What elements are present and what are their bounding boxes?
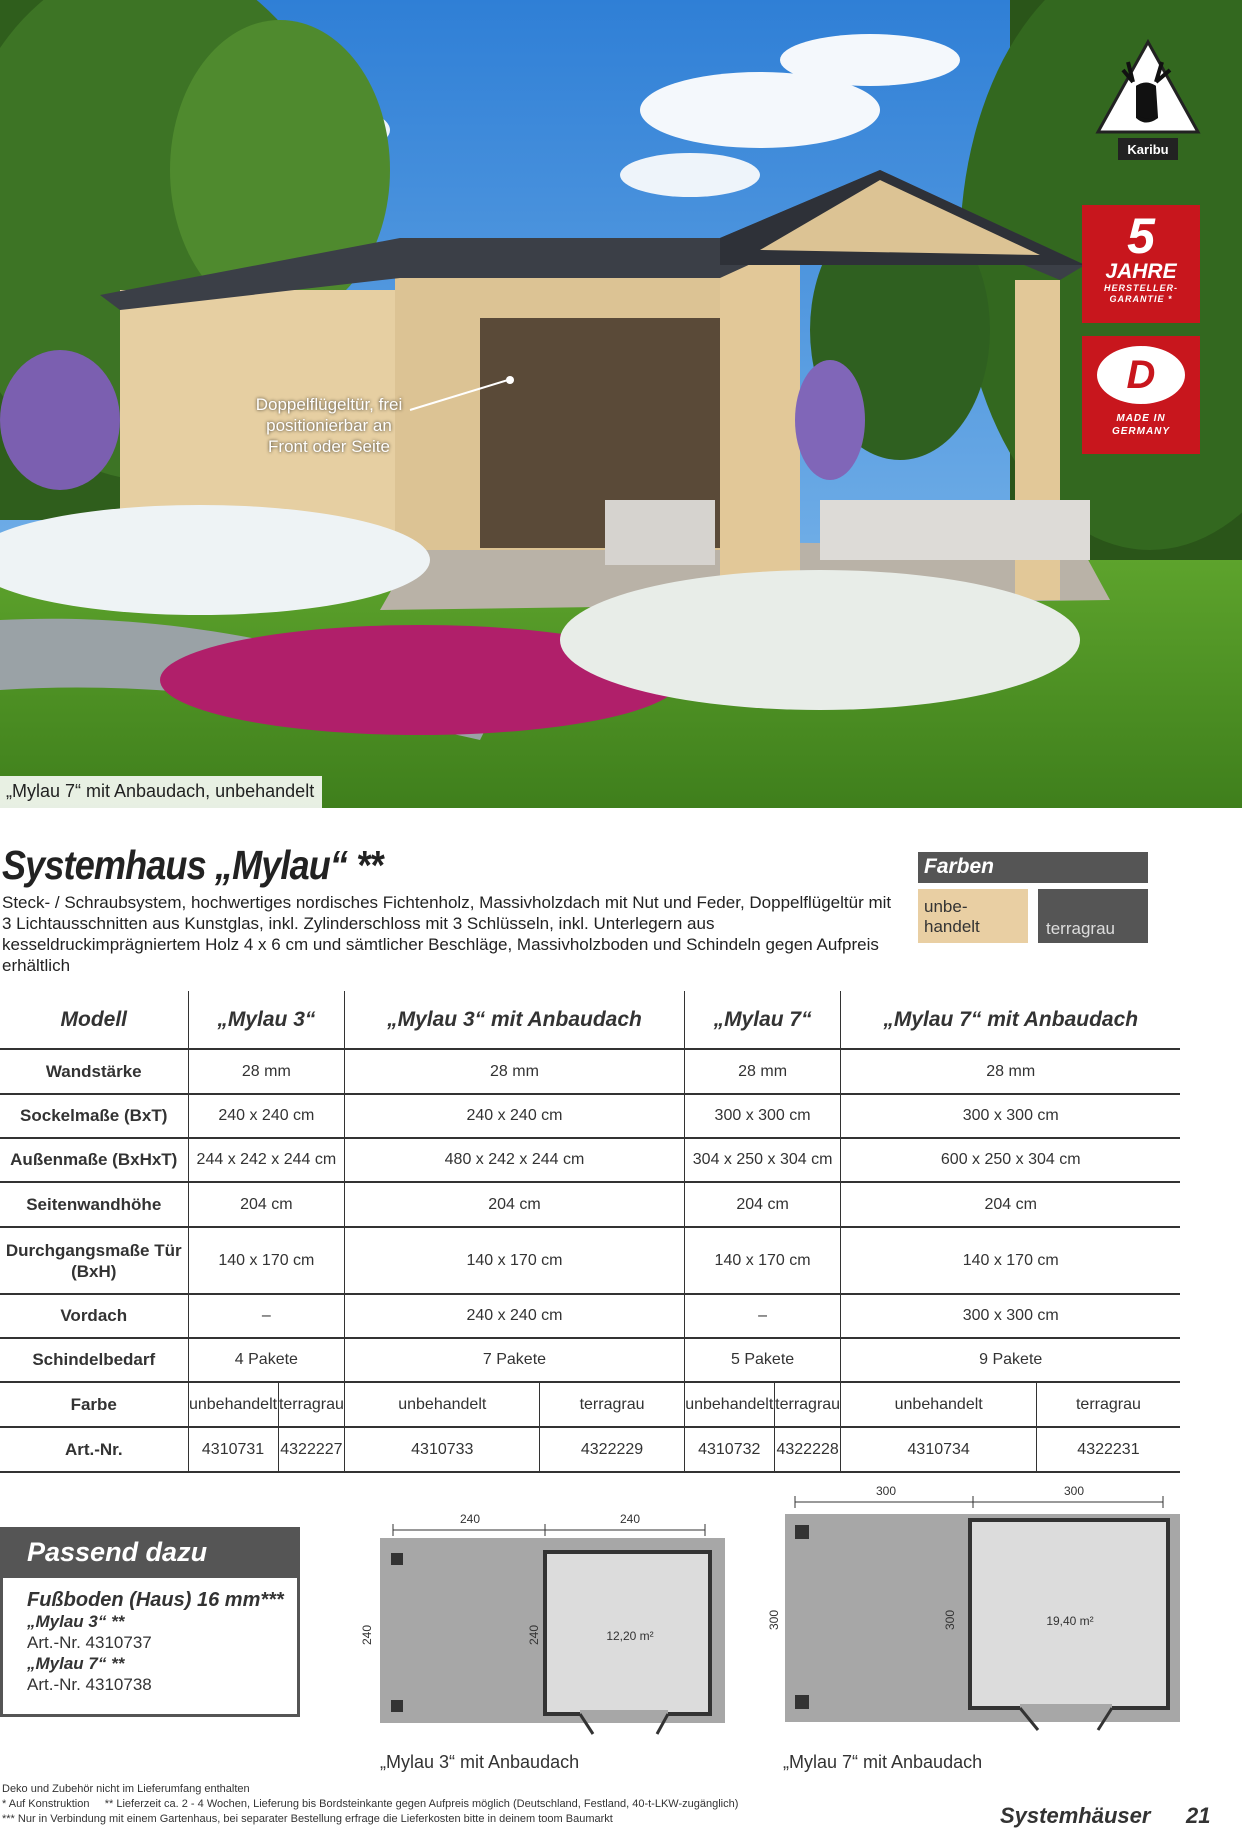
table-header-cell: Modell bbox=[0, 991, 188, 1049]
table-row bbox=[0, 1138, 1180, 1182]
floorplan-mylau3 bbox=[340, 1510, 740, 1750]
colors-heading: Farben bbox=[918, 852, 1148, 883]
table-cell: 240 x 240 cm bbox=[345, 1294, 684, 1338]
table-cell: 300 x 300 cm bbox=[684, 1094, 841, 1138]
dim-inner: 240 bbox=[527, 1624, 541, 1646]
guarantee-word: JAHRE bbox=[1105, 260, 1177, 283]
table-row bbox=[0, 1338, 1180, 1382]
guarantee-badge bbox=[1082, 205, 1200, 323]
row-label: Vordach bbox=[0, 1294, 188, 1338]
table-cell: terragrau bbox=[1036, 1382, 1180, 1427]
table-cell: 28 mm bbox=[345, 1049, 684, 1094]
dim-side: 300 bbox=[767, 1609, 781, 1631]
garden-house-illustration bbox=[0, 0, 1242, 808]
floorplan-mylau7-label: „Mylau 7“ mit Anbaudach bbox=[783, 1752, 983, 1772]
deer-logo-icon bbox=[1098, 42, 1198, 174]
floorplan-mylau7-drawing bbox=[767, 1480, 1180, 1750]
table-row bbox=[0, 1049, 1180, 1094]
accessory-box bbox=[0, 1527, 300, 1717]
made-line2: GERMANY bbox=[1111, 426, 1171, 437]
table-cell: 4322227 bbox=[278, 1427, 345, 1472]
table-cell: 4310731 bbox=[188, 1427, 278, 1472]
hero-photo bbox=[0, 0, 1242, 808]
table-cell: 300 x 300 cm bbox=[841, 1294, 1180, 1338]
table-cell: 28 mm bbox=[684, 1049, 841, 1094]
table-cell: 240 x 240 cm bbox=[345, 1094, 684, 1138]
table-cell: 4322231 bbox=[1036, 1427, 1180, 1472]
row-label: Farbe bbox=[0, 1382, 188, 1427]
table-header-cell: „Mylau 3“ mit Anbaudach bbox=[345, 991, 684, 1049]
accessory-heading: Passend dazu bbox=[3, 1530, 297, 1578]
table-cell: terragrau bbox=[540, 1382, 684, 1427]
table-cell: terragrau bbox=[278, 1382, 345, 1427]
section-name: Systemhäuser bbox=[1000, 1803, 1151, 1828]
table-cell: 140 x 170 cm bbox=[684, 1227, 841, 1294]
country-oval: D bbox=[1097, 346, 1185, 404]
color-swatch-unbehandelt: unbe- handelt bbox=[918, 889, 1028, 943]
table-cell: terragrau bbox=[774, 1382, 841, 1427]
table-cell: 140 x 170 cm bbox=[841, 1227, 1180, 1294]
table-cell: unbehandelt bbox=[345, 1382, 540, 1427]
table-cell: 28 mm bbox=[841, 1049, 1180, 1094]
table-cell: 28 mm bbox=[188, 1049, 345, 1094]
table-cell: 4322228 bbox=[774, 1427, 841, 1472]
photo-caption: „Mylau 7“ mit Anbaudach, unbehandelt bbox=[0, 776, 322, 808]
table-cell: 140 x 170 cm bbox=[345, 1227, 684, 1294]
table-cell: – bbox=[684, 1294, 841, 1338]
table-cell: 7 Pakete bbox=[345, 1338, 684, 1382]
table-row bbox=[0, 1094, 1180, 1138]
guarantee-line1: HERSTELLER- bbox=[1104, 283, 1178, 293]
product-title: Systemhaus „Mylau“ ** bbox=[2, 842, 383, 888]
footnotes bbox=[2, 1782, 738, 1827]
row-label: Schindelbedarf bbox=[0, 1338, 188, 1382]
floorplan-mylau7 bbox=[767, 1480, 1180, 1750]
table-header-cell: „Mylau 7“ mit Anbaudach bbox=[841, 991, 1180, 1049]
table-cell: unbehandelt bbox=[684, 1382, 774, 1427]
row-label: Durchgangsmaße Tür (BxH) bbox=[0, 1227, 188, 1294]
dim-top-right: 240 bbox=[619, 1512, 641, 1526]
table-row-farbe bbox=[0, 1382, 1180, 1427]
accessory-model-3: „Mylau 3“ ** bbox=[27, 1612, 125, 1631]
dim-side: 240 bbox=[360, 1624, 374, 1646]
made-in-germany-badge bbox=[1082, 336, 1200, 454]
dim-inner: 300 bbox=[943, 1609, 957, 1631]
area-label: 19,40 m² bbox=[1046, 1614, 1094, 1628]
floorplan-mylau3-label: „Mylau 3“ mit Anbaudach bbox=[380, 1752, 580, 1772]
page-number: 21 bbox=[1186, 1803, 1211, 1828]
color-swatch-terragrau: terragrau bbox=[1038, 889, 1148, 943]
row-label: Wandstärke bbox=[0, 1049, 188, 1094]
logo-wordmark: Karibu bbox=[1127, 142, 1169, 157]
table-row-artnr bbox=[0, 1427, 1180, 1472]
table-cell: 244 x 242 x 244 cm bbox=[188, 1138, 345, 1182]
table-cell: 4322229 bbox=[540, 1427, 684, 1472]
row-label: Außenmaße (BxHxT) bbox=[0, 1138, 188, 1182]
table-cell: 5 Pakete bbox=[684, 1338, 841, 1382]
table-cell: 240 x 240 cm bbox=[188, 1094, 345, 1138]
table-cell: 4310732 bbox=[684, 1427, 774, 1472]
table-header-cell: „Mylau 7“ bbox=[684, 991, 841, 1049]
table-cell: unbehandelt bbox=[841, 1382, 1036, 1427]
footnote-line: * Auf Konstruktion ** Lieferzeit ca. 2 - 4 Wochen, Lieferung bis Bordsteinkante gegen Aufpreis möglich (Deutschland, Festland, 40-t-LKW-zugänglich) bbox=[2, 1798, 739, 1810]
accessory-art-7: Art.-Nr. 4310738 bbox=[27, 1675, 152, 1694]
product-description: Steck- / Schraubsystem, hochwertiges nordisches Fichtenholz, Massivholzdach mit Nut und Feder, Doppelflügeltür mit 3 Lichtausschnitten aus Kunstglas, inkl. Zylinderschloss mit 3 Schlüsseln, inkl. Unterlegern aus kesseldruckimprägniertem Holz 4 x 6 cm und sämtlicher Beschläge, Massivholzboden und Schindeln gegen Aufpreis erhältlich bbox=[2, 893, 892, 975]
accessory-art-3: Art.-Nr. 4310737 bbox=[27, 1633, 152, 1652]
made-line1: MADE IN bbox=[1116, 413, 1166, 424]
table-row bbox=[0, 1227, 1180, 1294]
table-cell: 480 x 242 x 244 cm bbox=[345, 1138, 684, 1182]
table-cell: 4310734 bbox=[841, 1427, 1036, 1472]
table-cell: 204 cm bbox=[188, 1182, 345, 1227]
row-label: Sockelmaße (BxT) bbox=[0, 1094, 188, 1138]
table-header-cell: „Mylau 3“ bbox=[188, 991, 345, 1049]
table-cell: unbehandelt bbox=[188, 1382, 278, 1427]
table-header-row bbox=[0, 991, 1180, 1049]
table-cell: 204 cm bbox=[345, 1182, 684, 1227]
door-callout: Doppelflügeltür, frei positionierbar an Front oder Seite bbox=[255, 395, 403, 456]
accessory-body bbox=[3, 1578, 297, 1695]
accessory-item-title: Fußboden (Haus) 16 mm*** bbox=[27, 1589, 284, 1611]
table-cell: – bbox=[188, 1294, 345, 1338]
table-cell: 4310733 bbox=[345, 1427, 540, 1472]
dim-top-left: 300 bbox=[875, 1484, 897, 1498]
area-label: 12,20 m² bbox=[606, 1629, 654, 1643]
table-row bbox=[0, 1182, 1180, 1227]
table-cell: 4 Pakete bbox=[188, 1338, 345, 1382]
guarantee-years: 5 bbox=[1127, 208, 1155, 264]
table-cell: 204 cm bbox=[684, 1182, 841, 1227]
dim-top-left: 240 bbox=[459, 1512, 481, 1526]
table-cell: 300 x 300 cm bbox=[841, 1094, 1180, 1138]
floorplan-mylau3-drawing bbox=[340, 1510, 740, 1750]
footnote-line: Deko und Zubehör nicht im Lieferumfang enthalten bbox=[2, 1783, 250, 1795]
table-cell: 204 cm bbox=[841, 1182, 1180, 1227]
karibu-logo bbox=[1098, 42, 1198, 174]
dim-top-right: 300 bbox=[1063, 1484, 1085, 1498]
row-label: Seitenwandhöhe bbox=[0, 1182, 188, 1227]
table-cell: 9 Pakete bbox=[841, 1338, 1180, 1382]
guarantee-line2: GARANTIE * bbox=[1109, 294, 1173, 304]
footnote-line: *** Nur in Verbindung mit einem Gartenhaus, bei separater Bestellung erfrage die Lieferkosten bitte in deinem toom Baumarkt bbox=[2, 1813, 613, 1825]
spec-table bbox=[0, 991, 1180, 1473]
table-cell: 600 x 250 x 304 cm bbox=[841, 1138, 1180, 1182]
row-label: Art.-Nr. bbox=[0, 1427, 188, 1472]
table-row bbox=[0, 1294, 1180, 1338]
accessory-model-7: „Mylau 7“ ** bbox=[27, 1654, 125, 1673]
table-cell: 140 x 170 cm bbox=[188, 1227, 345, 1294]
table-cell: 304 x 250 x 304 cm bbox=[684, 1138, 841, 1182]
